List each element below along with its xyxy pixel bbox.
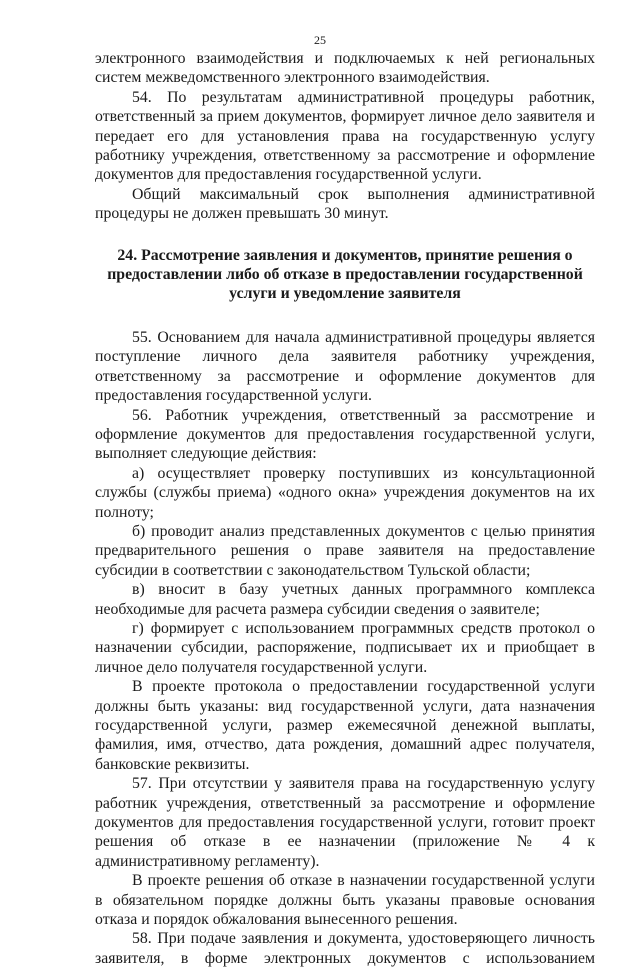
paragraph-total-time: Общий максимальный срок выполнения административной процедуры не должен превышать 30 минут.: [95, 185, 595, 223]
paragraph-56: 56. Работник учреждения, ответственный за рассмотрение и оформление документов для предоставления государственной услуги, выполняет следующие действия:: [95, 406, 595, 463]
paragraph-continuation: электронного взаимодействия и подключаемых к ней региональных систем межведомственного электронного взаимодействия.: [95, 50, 595, 87]
paragraph-protocol: В проекте протокола о предоставлении государственной услуги должны быть указаны: вид государственной услуги, дата назначения государственной услуги, размер ежемесячной денежной выплаты, фамилия, имя, отчество, дата рождения, домашний адрес получателя, банковские реквизиты.: [95, 678, 595, 773]
paragraph-56-v: в) вносит в базу учетных данных программного комплекса необходимые для расчета размера субсидии сведения о заявителе;: [95, 581, 595, 618]
paragraph-58: 58. При подаче заявления и документа, удостоверяющего личность заявителя, в форме электронных документов с использованием: [95, 930, 595, 967]
paragraph-56-b: б) проводит анализ представленных документов с целью принятия предварительного решения о праве заявителя на предоставление субсидии в соответствии с законодательством Тульской области;: [95, 522, 595, 579]
paragraph-56-a: а) осуществляет проверку поступивших из консультационной службы (службы приема) «одного окна» учреждения документов на их полноту;: [95, 464, 595, 521]
paragraph-57: 57. При отсутствии у заявителя права на государственную услугу работник учреждения, ответственный за рассмотрение и оформление документов для предоставления государственной услуги, готовит проект решения об отказе в ее назначении (приложение № 4 к административному регламенту).: [95, 775, 595, 870]
paragraph-54: 54. По результатам административной процедуры работник, ответственный за прием документов, формирует личное дело заявителя и передает его для установления права на государственную услугу работнику учреждения, ответственному за рассмотрение и оформление документов для предоставления государственной услуги.: [95, 88, 595, 184]
paragraph-refusal: В проекте решения об отказе в назначении государственной услуги в обязательном порядке должны быть указаны правовые основания отказа и порядок обжалования вынесенного решения.: [95, 872, 595, 929]
paragraph-56-g: г) формирует с использованием программных средств протокол о назначении субсидии, распоряжение, подписывает их и приобщает в личное дело получателя государственной услуги.: [95, 619, 595, 676]
page-number: 25: [314, 33, 326, 47]
section-heading-24: 24. Рассмотрение заявления и документов, принятие решения о предоставлении либо об отказе в предоставлении государственной услуги и уведомление заявителя: [107, 246, 583, 303]
paragraph-55: 55. Основанием для начала административной процедуры является поступление личного дела заявителя работнику учреждения, ответственному за рассмотрение и оформление документов для предоставления государственной услуги.: [95, 328, 595, 405]
document-body: [95, 49, 595, 968]
